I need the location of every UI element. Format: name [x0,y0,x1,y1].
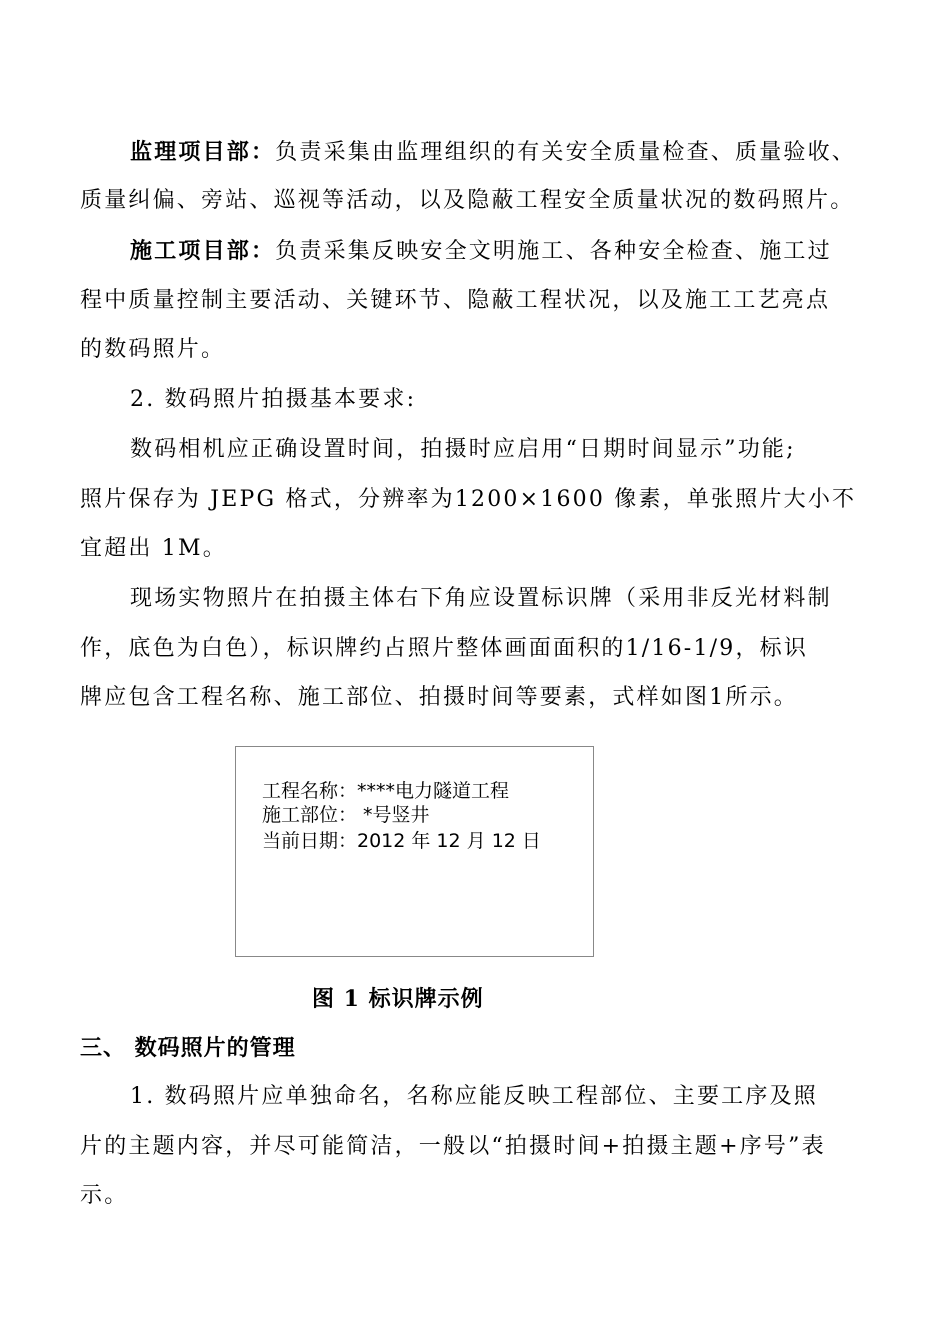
paragraph-camera-line2: 照片保存为 JEPG 格式，分辨率为1200×1600 像素，单张照片大小不 [80,487,857,512]
paragraph-construction-line2: 程中质量控制主要活动、关键环节、隐蔽工程状况，以及施工工艺亮点 [80,288,831,313]
construction-text: 负责采集反映安全文明施工、各种安全检查、施工过 [275,239,832,264]
paragraph-sign-line1: 现场实物照片在拍摄主体右下角应设置标识牌（采用非反光材料制 [130,586,832,611]
sign-example-box [235,746,594,957]
figure-caption: 图 1 标识牌示例 [312,986,484,1012]
paragraph-camera-line3: 宜超出 1M。 [80,536,227,561]
sign-location: 施工部位： *号竖井 [262,804,430,826]
paragraph-naming-line1: 1. 数码照片应单独命名，名称应能反映工程部位、主要工序及照 [130,1084,818,1109]
section3-heading: 三、 数码照片的管理 [80,1035,296,1061]
sign-project-name: 工程名称：****电力隧道工程 [262,780,510,802]
supervision-text: 负责采集由监理组织的有关安全质量检查、质量验收、 [275,140,857,165]
supervision-label: 监理项目部： [130,139,276,165]
paragraph-construction-line1 [130,236,832,267]
item2-heading: 2. 数码照片拍摄基本要求: [130,387,417,412]
paragraph-sign-line3: 牌应包含工程名称、施工部位、拍摄时间等要素，式样如图1所示。 [80,685,798,710]
construction-label: 施工项目部： [130,238,276,264]
paragraph-sign-line2: 作，底色为白色），标识牌约占照片整体画面面积的1/16-1/9，标识 [80,636,809,661]
paragraph-camera-line1: 数码相机应正确设置时间，拍摄时应启用“日期时间显示”功能; [130,437,796,462]
paragraph-supervision-line2: 质量纠偏、旁站、巡视等活动，以及隐蔽工程安全质量状况的数码照片。 [80,188,855,213]
paragraph-supervision-line1 [130,137,856,168]
paragraph-naming-line2: 片的主题内容，并尽可能简洁，一般以“拍摄时间+拍摄主题+序号”表 [80,1134,826,1159]
sign-date: 当前日期：2012 年 12 月 12 日 [262,830,541,852]
paragraph-naming-line3: 示。 [80,1183,129,1208]
paragraph-construction-line3: 的数码照片。 [80,337,226,362]
